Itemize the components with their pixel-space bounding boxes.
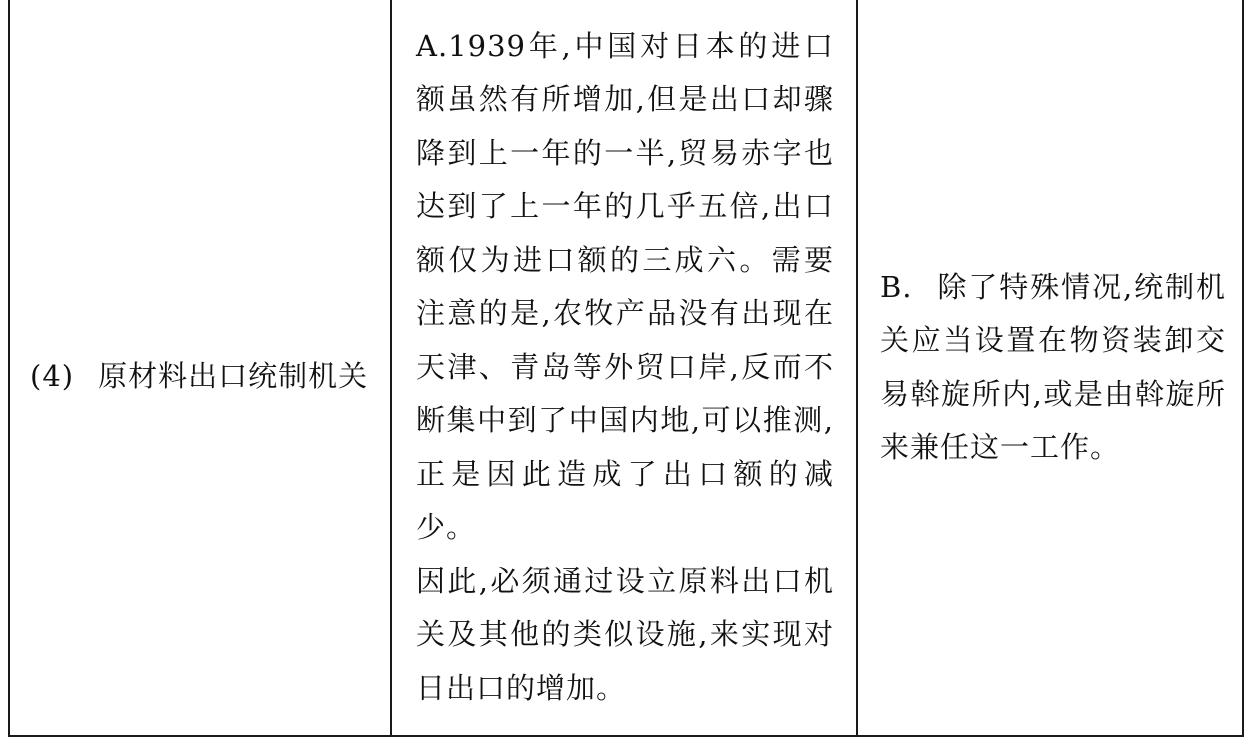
analysis-cell	[391, 0, 857, 736]
proposal-cell	[857, 0, 1243, 736]
proposal-label: B.	[880, 269, 913, 304]
analysis-paragraph-1: A.1939年,中国对日本的进口额虽然有所增加,但是出口却骤降到上一年的一半,贸易赤字也达到了上一年的几乎五倍,出口额仅为进口额的三成六。需要注意的是,农牧产品没有出现在天津、青岛等外贸口岸,反而不断集中到了中国内地,可以推测,正是因此造成了出口额的减少。	[416, 28, 834, 545]
document-table	[8, 0, 1244, 737]
analysis-paragraph-2: 因此,必须通过设立原料出口机关及其他的类似设施,来实现对日出口的增加。	[416, 563, 834, 705]
item-number: (4)	[30, 358, 75, 393]
proposal-text	[858, 261, 1242, 475]
analysis-text	[392, 20, 856, 716]
item-heading	[10, 350, 390, 404]
item-cell	[9, 0, 391, 736]
item-title: 原材料出口统制机关	[98, 358, 369, 393]
proposal-body: 除了特殊情况,统制机关应当设置在物资装卸交易斡旋所内,或是由斡旋所来兼任这一工作。	[880, 269, 1226, 464]
table-row	[9, 0, 1243, 736]
